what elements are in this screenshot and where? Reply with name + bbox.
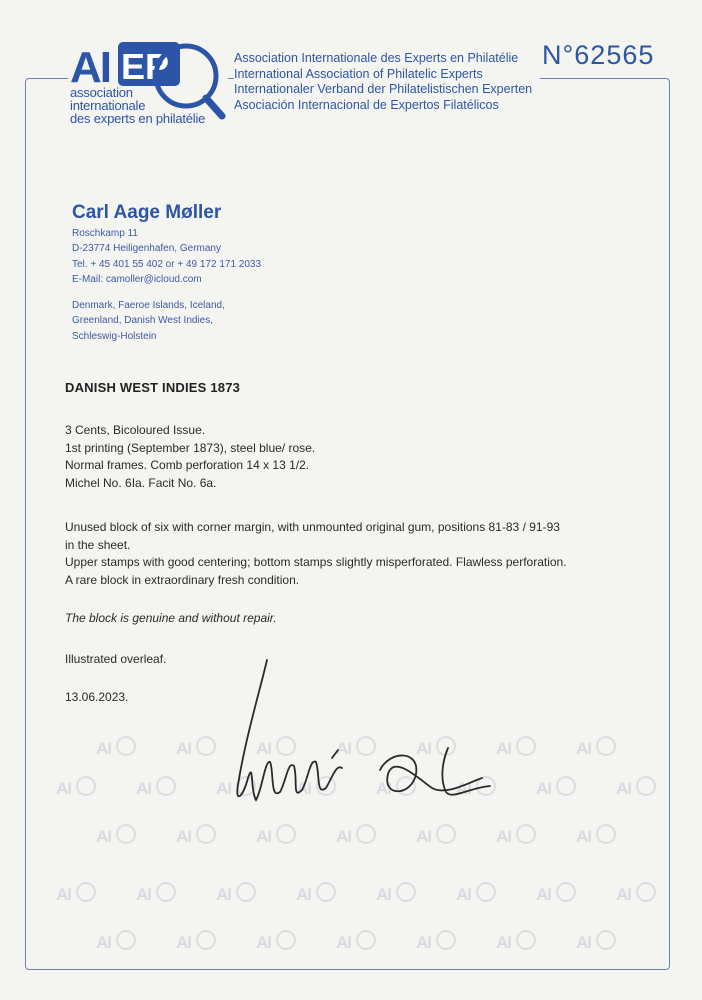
watermark-logo: AI <box>576 822 624 852</box>
condition-line: Unused block of six with corner margin, with unmounted original gum, positions 81-83 / 91-93 <box>65 520 560 534</box>
watermark-logo: AI <box>616 880 664 910</box>
watermark-logo: AI <box>56 774 104 804</box>
association-name-en: International Association of Philatelic Experts <box>234 66 483 81</box>
watermark-logo: AI <box>536 774 584 804</box>
specialty-line: Schleswig-Holstein <box>72 330 157 342</box>
aiep-logo <box>68 30 228 126</box>
watermark-logo: AI <box>256 928 304 958</box>
svg-text:AI: AI <box>70 43 110 92</box>
logo-subtitle-line: association <box>70 85 133 100</box>
watermark-logo: AI <box>176 822 224 852</box>
condition-line: Upper stamps with good centering; bottom stamps slightly misperforated. Flawless perforation. <box>65 555 567 569</box>
verdict: The block is genuine and without repair. <box>65 611 277 625</box>
svg-text:EP: EP <box>121 46 170 87</box>
stamp-description <box>65 422 315 492</box>
expert-name: Carl Aage Møller <box>72 202 222 223</box>
phone-line: Tel. + 45 401 55 402 or + 49 172 171 2033 <box>72 258 262 270</box>
email-line: E-Mail: camoller@icloud.com <box>72 273 202 285</box>
address-line: D-23774 Heiligenhafen, Germany <box>72 243 221 255</box>
watermark-logo: AI <box>456 774 504 804</box>
description-line: 3 Cents, Bicoloured Issue. <box>65 423 206 437</box>
certificate-date: 13.06.2023. <box>65 690 129 704</box>
watermark-logo: AI <box>336 928 384 958</box>
watermark-logo: AI <box>296 774 344 804</box>
watermark-logo: AI <box>216 880 264 910</box>
watermark-logo: AI <box>96 928 144 958</box>
watermark-logo: AI <box>136 774 184 804</box>
watermark-logo: AI <box>336 822 384 852</box>
association-name-es: Asociación Internacional de Expertos Filatélicos <box>234 97 499 112</box>
description-line: Michel No. 6Ia. Facit No. 6a. <box>65 475 217 490</box>
watermark-logo: AI <box>296 880 344 910</box>
watermark-logo: AI <box>336 734 384 764</box>
watermark-logo: AI <box>176 928 224 958</box>
description-line: Normal frames. Comb perforation 14 x 13 1/2. <box>65 458 310 472</box>
certificate-title: DANISH WEST INDIES 1873 <box>65 380 241 395</box>
watermark-logo: AI <box>96 822 144 852</box>
watermark-logo: AI <box>496 928 544 958</box>
association-name-fr: Association Internationale des Experts en Philatélie <box>234 51 519 65</box>
logo-subtitle <box>70 86 230 125</box>
logo-subtitle-line: des experts en philatélie <box>70 111 206 126</box>
watermark-logo: AI <box>216 774 264 804</box>
watermark-logo: AI <box>416 734 464 764</box>
watermark-logo: AI <box>616 774 664 804</box>
watermark-logo: AI <box>56 880 104 910</box>
condition-line: A rare block in extraordinary fresh condition. <box>65 572 300 587</box>
expert-specialties <box>72 298 225 344</box>
condition-description <box>65 519 635 589</box>
association-names <box>234 51 540 113</box>
signature <box>220 650 520 830</box>
watermark-logo: AI <box>96 734 144 764</box>
watermark-logo: AI <box>256 734 304 764</box>
condition-line: in the sheet. <box>65 537 131 552</box>
watermark-logo: AI <box>136 880 184 910</box>
watermark-logo: AI <box>416 822 464 852</box>
address-line: Roschkamp 11 <box>72 228 138 239</box>
watermark-logo: AI <box>376 880 424 910</box>
description-line: 1st printing (September 1873), steel blue/ rose. <box>65 440 316 455</box>
watermark-logo: AI <box>576 734 624 764</box>
watermark-logo: AI <box>496 734 544 764</box>
watermark-logo: AI <box>176 734 224 764</box>
watermark-logo: AI <box>496 822 544 852</box>
specialty-line: Greenland, Danish West Indies, <box>72 315 214 327</box>
logo-subtitle-line: internationale <box>70 98 146 113</box>
certificate-number: N°62565 <box>536 40 660 71</box>
expert-address <box>72 226 261 287</box>
watermark-logo: AI <box>256 822 304 852</box>
association-name-de: Internationaler Verband der Philatelistischen Experten <box>234 82 533 96</box>
watermark-logo: AI <box>576 928 624 958</box>
watermark-logo: AI <box>416 928 464 958</box>
watermark-logo: AI <box>456 880 504 910</box>
watermark-logo: AI <box>536 880 584 910</box>
illustrated-note: Illustrated overleaf. <box>65 652 167 666</box>
specialty-line: Denmark, Faeroe Islands, Iceland, <box>72 300 225 311</box>
watermark-logo: AI <box>376 774 424 804</box>
